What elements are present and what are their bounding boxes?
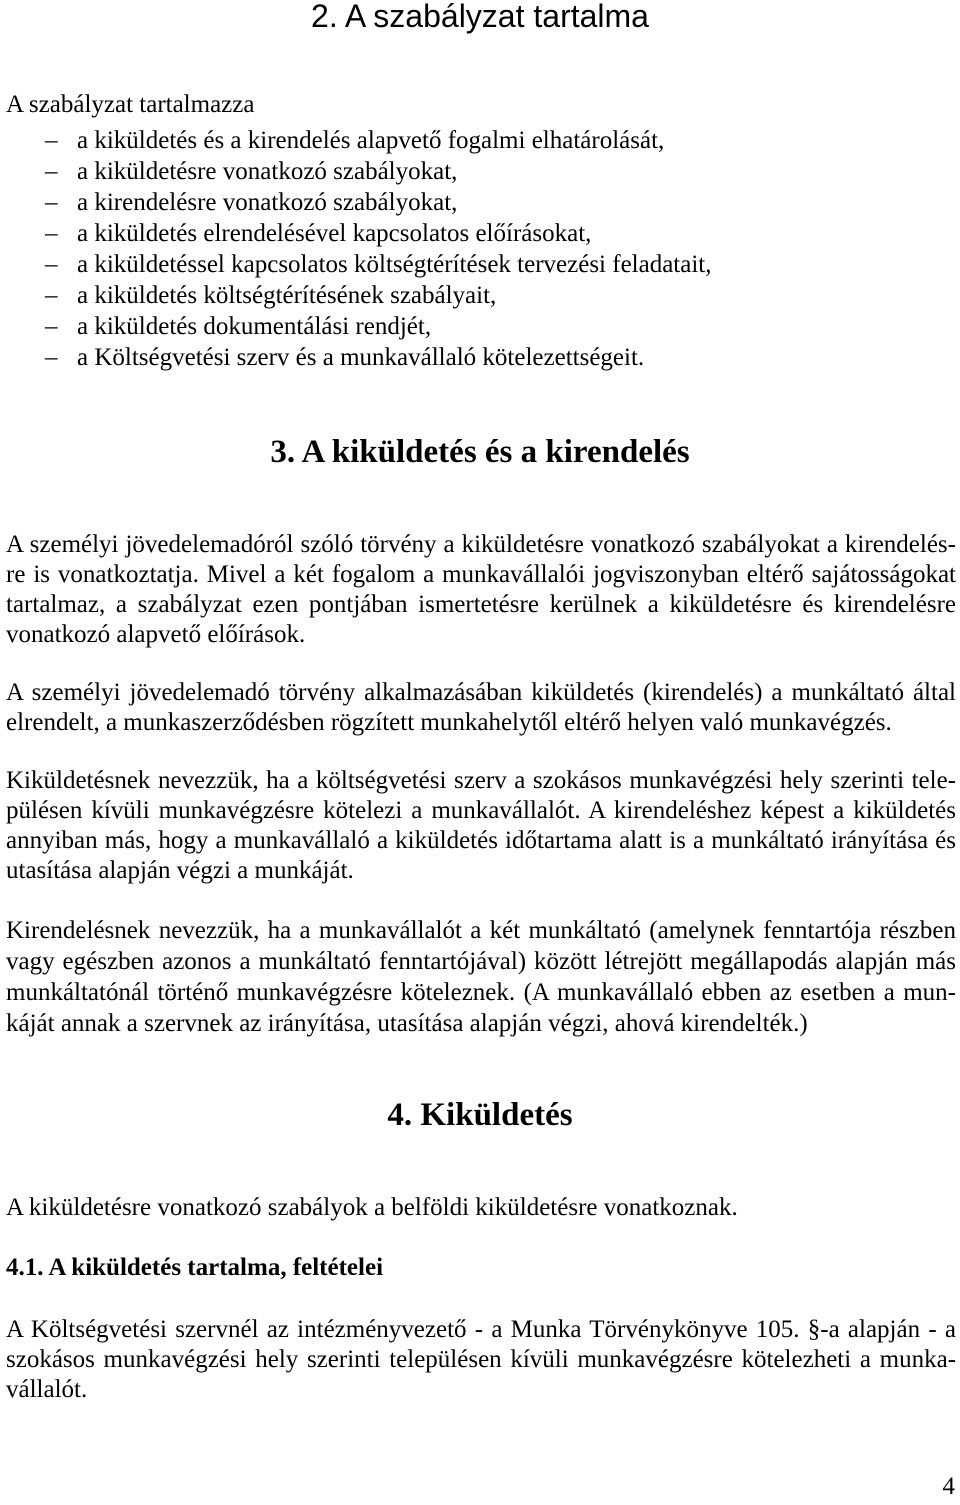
paragraph-line: A Költségvetési szervnél az intézményvezető - a Munka Törvénykönyve 105. §-a alapján - a (6, 1316, 956, 1343)
section-4-heading: 4. Kiküldetés (387, 1097, 573, 1133)
paragraph (6, 766, 956, 886)
list-dash: – (45, 282, 58, 309)
list-dash: – (45, 127, 58, 154)
page-number: 4 (942, 1473, 955, 1500)
list-item (0, 311, 960, 342)
paragraph-line: pülésen kívüli munkavégzésre kötelezi a munkavállalót. A kirendeléshez képest a kiküldetés (6, 797, 956, 824)
paragraph-line: utasítása alapján végzi a munkáját. (6, 857, 354, 884)
list-item-text: a kiküldetés költségtérítésének szabályait, (77, 282, 497, 309)
section-3-heading: 3. A kiküldetés és a kirendelés (270, 434, 690, 470)
section-2-heading: 2. A szabályzat tartalma (311, 0, 649, 34)
list-item-text: a kiküldetés dokumentálási rendjét, (77, 313, 432, 340)
list-item (0, 218, 960, 249)
paragraph-line: vagy egészben azonos a munkáltató fenntartójával) között létrejött megállapodás alapján más (6, 948, 956, 975)
section-4-intro: A kiküldetésre vonatkozó szabályok a belföldi kiküldetésre vonatkoznak. (6, 1194, 738, 1221)
section-2-list (0, 125, 960, 373)
list-item-text: a kiküldetéssel kapcsolatos költségtérítések tervezési feladatait, (77, 251, 712, 278)
paragraph-line: re is vonatkoztatja. Mivel a két fogalom a munkavállalói jogviszonyban eltérő sajátosságokat (6, 561, 956, 588)
list-dash: – (45, 189, 58, 216)
section-2-intro: A szabályzat tartalmazza (6, 91, 255, 118)
list-item (0, 187, 960, 218)
list-dash: – (45, 220, 58, 247)
list-item (0, 342, 960, 373)
list-item-text: a kiküldetésre vonatkozó szabályokat, (77, 158, 458, 185)
list-dash: – (45, 344, 58, 371)
list-item-text: a kiküldetés és a kirendelés alapvető fogalmi elhatárolását, (77, 127, 665, 154)
paragraph (6, 1315, 956, 1405)
paragraph-line: annyiban más, hogy a munkavállaló a kiküldetés időtartama alatt is a munkáltató irányítása és (6, 827, 956, 854)
paragraph (6, 530, 956, 650)
paragraph-line: vállalót. (6, 1376, 88, 1403)
list-item-text: a Költségvetési szerv és a munkavállaló kötelezettségeit. (77, 344, 645, 371)
paragraph-line: tartalmaz, a szabályzat ezen pontjában ismertetésre kerülnek a kiküldetésre és kirendelésre (6, 591, 956, 618)
paragraph-line: vonatkozó alapvető előírások. (6, 621, 306, 648)
paragraph-line: elrendelt, a munkaszerződésben rögzített munkahelytől eltérő helyen való munkavégzés. (6, 709, 892, 736)
paragraph-line: A személyi jövedelemadó törvény alkalmazásában kiküldetés (kirendelés) a munkáltató által (6, 679, 956, 706)
paragraph (6, 678, 956, 738)
paragraph-line: Kirendelésnek nevezzük, ha a munkavállalót a két munkáltató (amelynek fenntartója részben (6, 917, 956, 944)
paragraph-line: munkáltatónál történő munkavégzésre köteleznek. (A munkavállaló ebben az esetben a mun- (6, 979, 956, 1006)
paragraph-line: Kiküldetésnek nevezzük, ha a költségvetési szerv a szokásos munkavégzési hely szerinti tele- (6, 767, 956, 794)
list-item-text: a kirendelésre vonatkozó szabályokat, (77, 189, 458, 216)
list-item (0, 156, 960, 187)
list-item-text: a kiküldetés elrendelésével kapcsolatos előírásokat, (77, 220, 592, 247)
subsection-4-1-heading: 4.1. A kiküldetés tartalma, feltételei (6, 1254, 384, 1281)
list-dash: – (45, 313, 58, 340)
paragraph-line: szokásos munkavégzési hely szerinti településen kívüli munkavégzésre kötelezheti a munka- (6, 1346, 956, 1373)
paragraph-line: A személyi jövedelemadóról szóló törvény a kiküldetésre vonatkozó szabályokat a kirendelés- (6, 531, 956, 558)
paragraph-line: káját annak a szervnek az irányítása, utasítása alapján végzi, ahová kirendelték.) (6, 1010, 808, 1037)
paragraph (6, 915, 956, 1039)
list-dash: – (45, 158, 58, 185)
list-item (0, 125, 960, 156)
list-item (0, 280, 960, 311)
list-item (0, 249, 960, 280)
list-dash: – (45, 251, 58, 278)
